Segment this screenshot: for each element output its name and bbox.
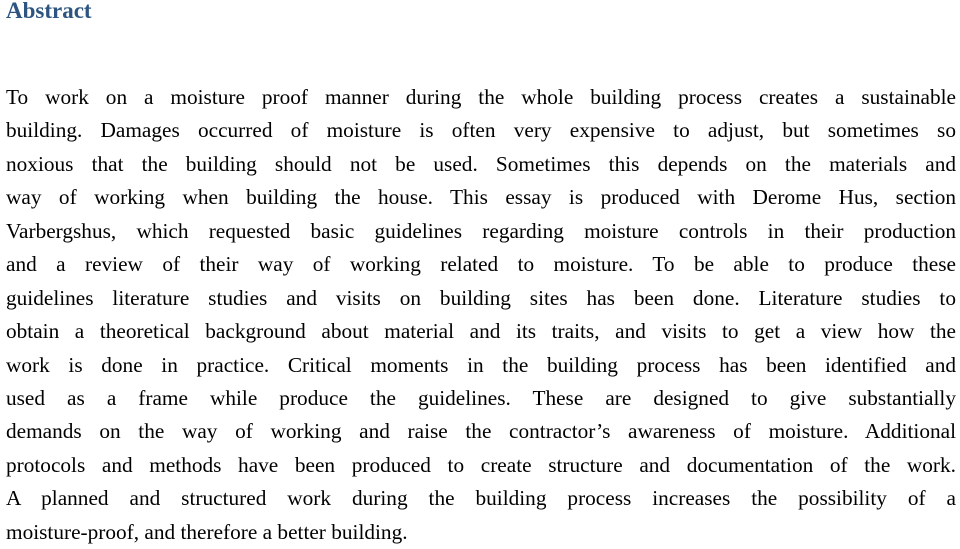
abstract-line: demands on the way of working and raise the contractor’s awareness of moisture. Additional (6, 419, 956, 444)
abstract-line: building. Damages occurred of moisture is often very expensive to adjust, but sometimes so (6, 118, 956, 143)
abstract-line: way of working when building the house. This essay is produced with Derome Hus, section (6, 185, 956, 210)
section-heading: Abstract (6, 0, 92, 23)
abstract-line: moisture-proof, and therefore a better building. (6, 519, 408, 544)
abstract-line: Varbergshus, which requested basic guidelines regarding moisture controls in their production (6, 218, 956, 243)
abstract-line: and a review of their way of working related to moisture. To be able to produce these (6, 252, 956, 277)
abstract-line: protocols and methods have been produced to create structure and documentation of the work. (6, 452, 956, 477)
abstract-line: work is done in practice. Critical moments in the building process has been identified and (6, 352, 956, 377)
abstract-paragraph (6, 81, 956, 549)
abstract-line: A planned and structured work during the building process increases the possibility of a (6, 486, 956, 511)
abstract-line: used as a frame while produce the guidelines. These are designed to give substantially (6, 385, 956, 410)
abstract-line: noxious that the building should not be used. Sometimes this depends on the materials and (6, 151, 956, 176)
abstract-line: obtain a theoretical background about material and its traits, and visits to get a view how the (6, 319, 956, 344)
abstract-line: guidelines literature studies and visits on building sites has been done. Literature studies to (6, 285, 956, 310)
abstract-line: To work on a moisture proof manner during the whole building process creates a sustainable (6, 85, 956, 109)
